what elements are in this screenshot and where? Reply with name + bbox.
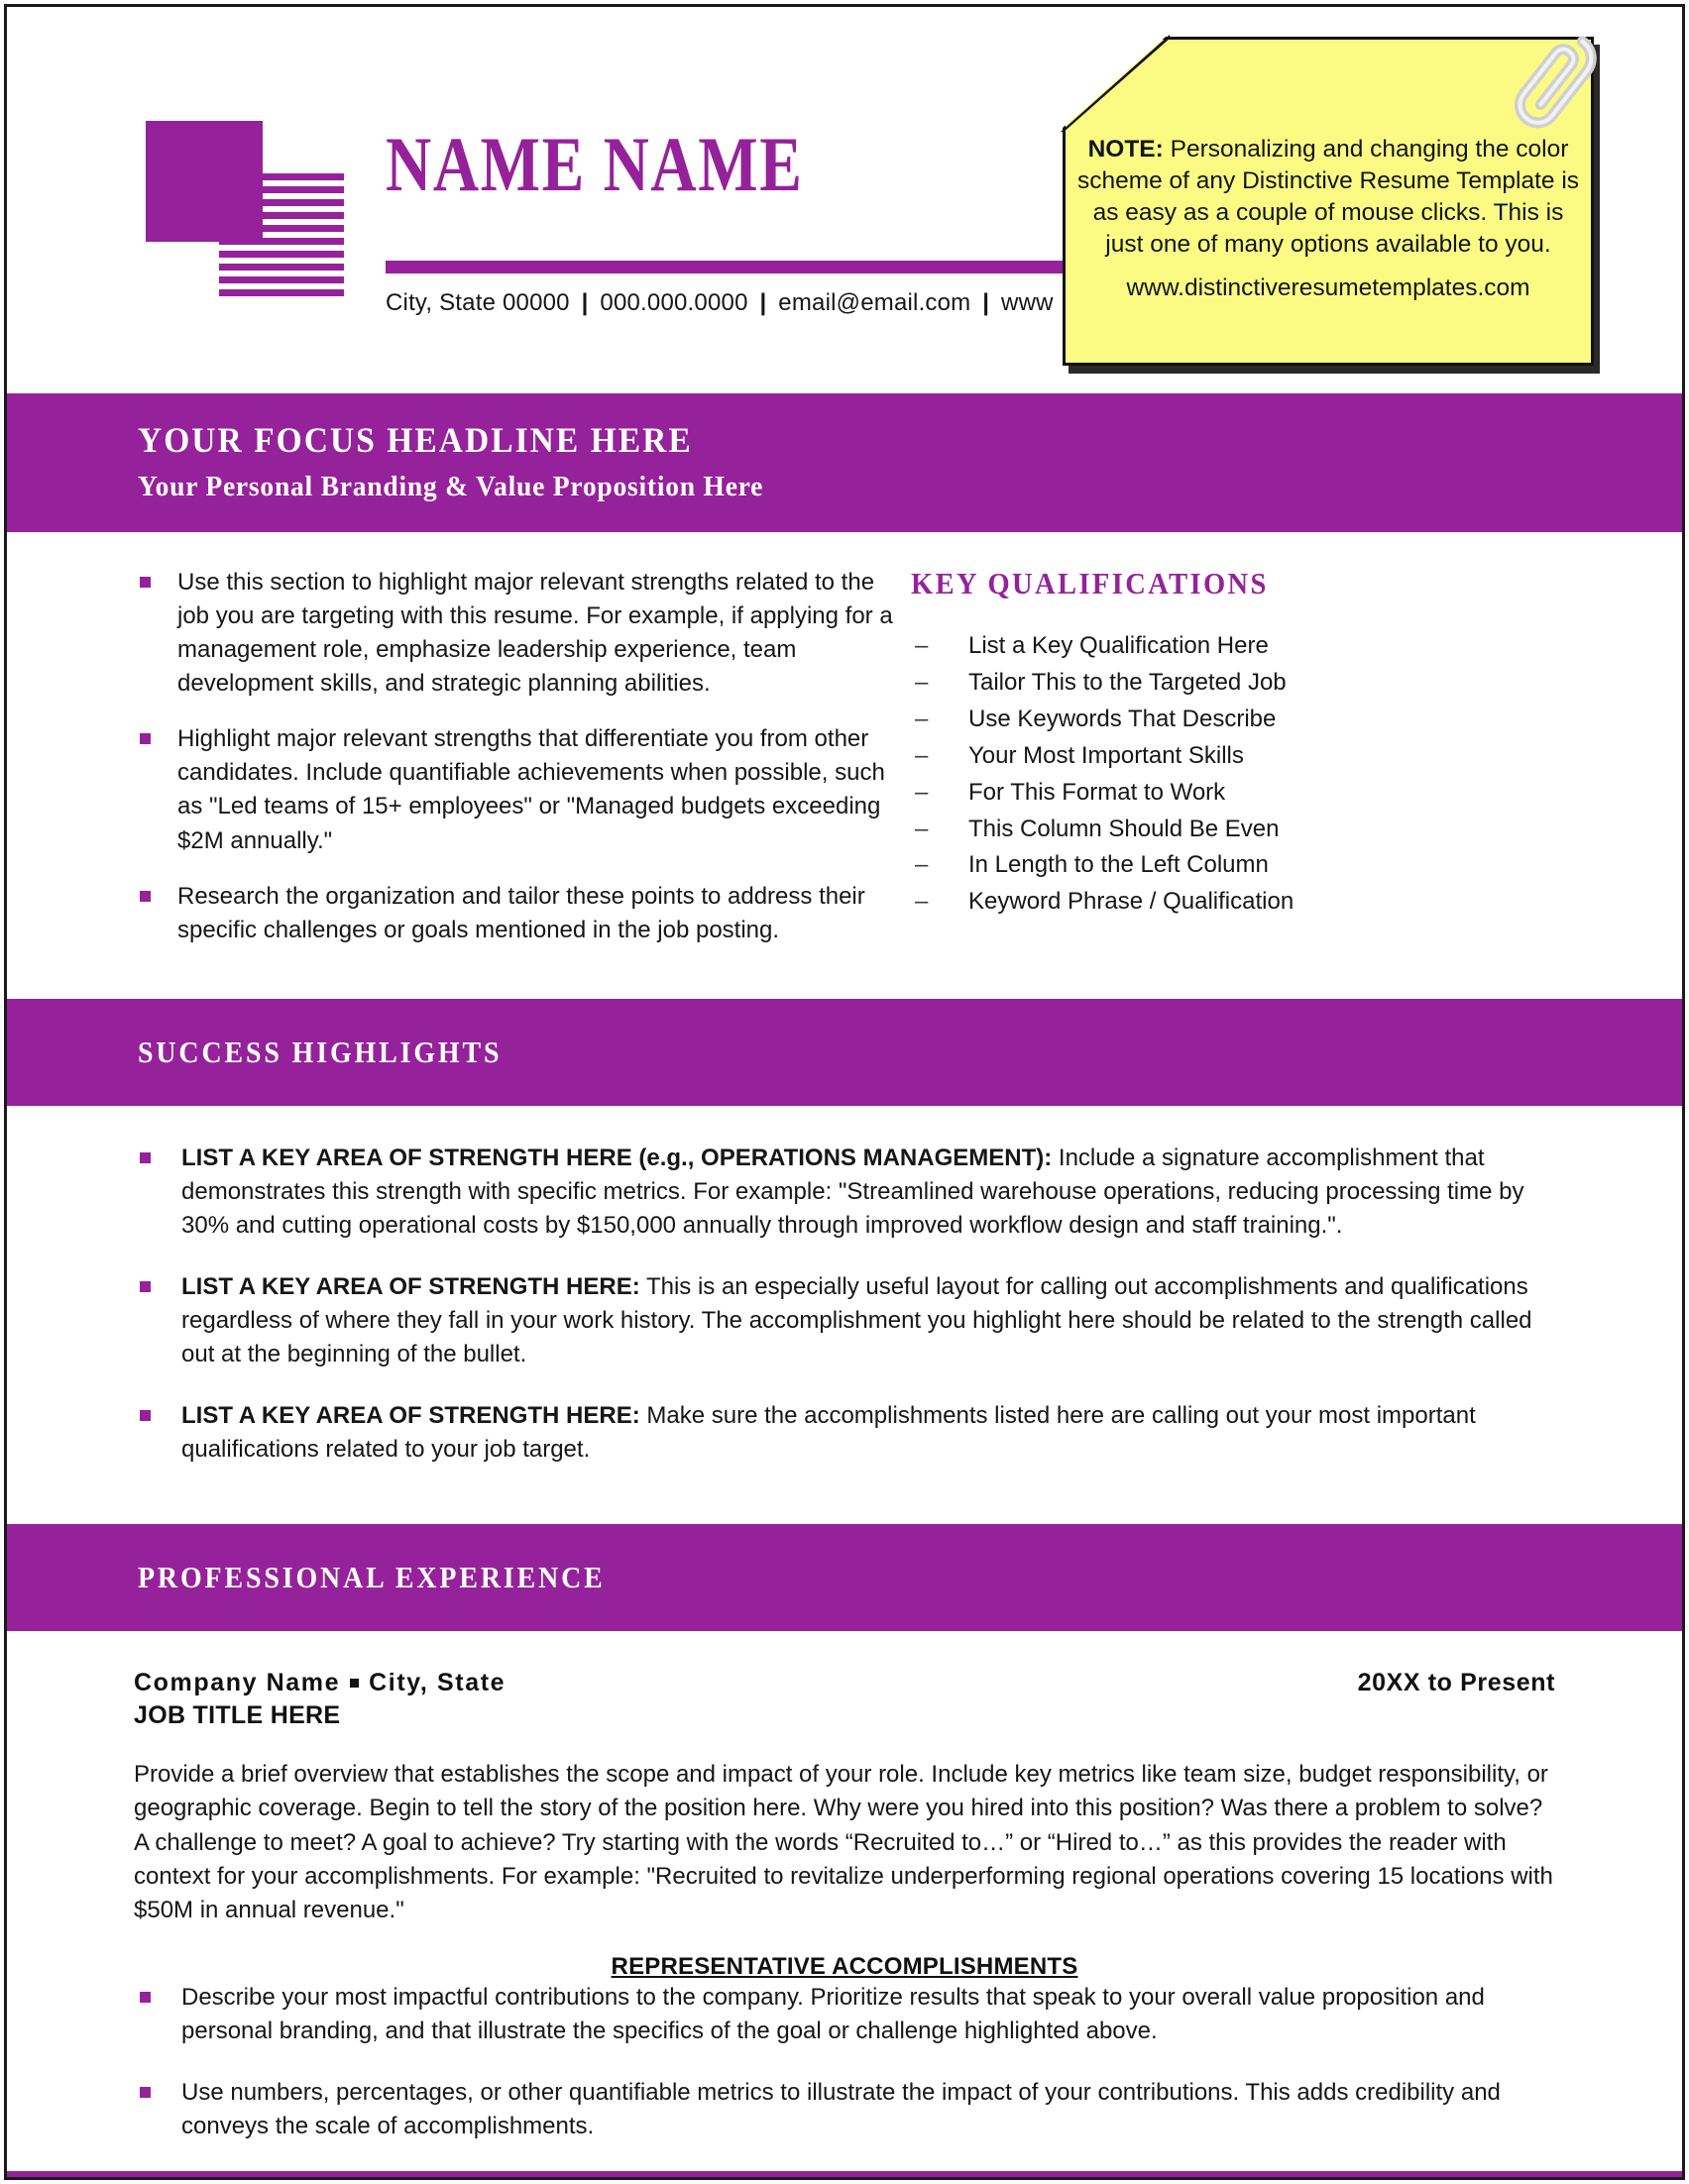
success-highlights-band: [7, 999, 1682, 1106]
company-location: City, State: [369, 1669, 507, 1697]
logo-mark: [146, 121, 354, 309]
strength-lead: LIST A KEY AREA OF STRENGTH HERE:: [181, 1273, 640, 1301]
experience-job-title: JOB TITLE HERE: [134, 1701, 341, 1730]
summary-section: [7, 532, 1682, 999]
contact-website: www: [1001, 289, 1054, 316]
focus-headline: YOUR FOCUS HEADLINE HERE: [138, 420, 693, 460]
list-item: Describe your most impactful contributions to the company. Prioritize results that speak to your overall value proposition and personal branding, and that illustrate the specifics of the goal or challenge highlighted above.: [134, 1981, 1555, 2048]
resume-page: [4, 4, 1685, 2180]
note-text: [1076, 134, 1580, 260]
contact-line: [386, 289, 1054, 317]
contact-separator-1: |: [581, 289, 589, 316]
experience-overview: Provide a brief overview that establishes the scope and impact of your role. Include key metrics like team size, budget responsibility, or geographic coverage. Begin to tell the story of the position here. Why were you hired into this position? Was there a problem to solve? A challenge to meet? A goal to achieve? Try starting with the words “Recruited to…” or “Hired to…” as this provides the reader with context for your accomplishments. For example: "Recruited to revitalize underperforming regional operations covering 15 locations with $50M in annual revenue.": [134, 1761, 1553, 1923]
experience-company-line: [134, 1669, 506, 1697]
paperclip-icon: [1494, 21, 1603, 140]
success-highlights-list: [134, 1142, 1555, 1468]
list-item: [134, 1270, 1555, 1371]
summary-bullets-column: [7, 566, 899, 969]
strength-text: This is an especially useful layout for calling out accomplishments and qualifications regardless of where they fall in your work history. The accomplishment you highlight here should be related to the strength called out at the beginning of the bullet.: [181, 1273, 1532, 1368]
representative-accomplishments-heading: REPRESENTATIVE ACCOMPLISHMENTS: [611, 1952, 1078, 1980]
success-highlights-body: [7, 1106, 1682, 1525]
accomplishments-list: [134, 1981, 1555, 2143]
list-item: – In Length to the Left Column: [911, 852, 1593, 878]
professional-experience-body: [7, 1631, 1682, 2143]
list-item: – List a Key Qualification Here: [911, 633, 1593, 659]
strength-lead: LIST A KEY AREA OF STRENGTH HERE (e.g., OPERATIONS MANAGEMENT):: [181, 1144, 1053, 1171]
key-qualifications-column: [899, 566, 1593, 969]
contact-email: email@email.com: [778, 289, 971, 316]
list-item: [134, 1399, 1555, 1467]
summary-bullet-list: [134, 566, 899, 947]
list-item: Use this section to highlight major relevant strengths related to the job you are targeting with this resume. For example, if applying for a management role, emphasize leadership experience, team development skills, and strategic planning abilities.: [134, 566, 899, 701]
success-highlights-title: SUCCESS HIGHLIGHTS: [138, 1034, 503, 1069]
separator-square-icon: [350, 1679, 359, 1688]
list-item: Highlight major relevant strengths that differentiate you from other candidates. Include quantifiable achievements when possible, such as "Led teams of 15+ employees" or "Managed budgets exceeding $2M annually.": [134, 722, 899, 857]
contact-separator-3: |: [982, 289, 990, 316]
strength-text: Make sure the accomplishments listed here are calling out your most important qualifications related to your job target.: [181, 1402, 1476, 1464]
professional-experience-band: [7, 1524, 1682, 1631]
experience-header-row: [134, 1669, 1555, 1697]
contact-separator-2: |: [759, 289, 767, 316]
key-qualifications-list: [911, 633, 1593, 915]
key-qualifications-title: KEY QUALIFICATIONS: [911, 566, 1269, 601]
list-item: – For This Format to Work: [911, 780, 1593, 806]
strength-text: Include a signature accomplishment that demonstrates this strength with specific metrics. For example: "Streamlined warehouse operations, reducing processing time by 30% and cutting operational costs by $150,000 annually through improved workflow design and staff training.".: [181, 1144, 1524, 1239]
contact-location: City, State 00000: [386, 289, 570, 316]
professional-experience-title: PROFESSIONAL EXPERIENCE: [138, 1560, 606, 1595]
branding-statement: Your Personal Branding & Value Proposition Here: [138, 471, 764, 503]
note-url: www.distinctiveresumetemplates.com: [1126, 274, 1530, 301]
list-item: – Your Most Important Skills: [911, 743, 1593, 769]
list-item: – This Column Should Be Even: [911, 817, 1593, 842]
list-item: Use numbers, percentages, or other quantifiable metrics to illustrate the impact of your contributions. This adds credibility and conveys the scale of accomplishments.: [134, 2076, 1555, 2143]
contact-phone: 000.000.0000: [600, 289, 748, 316]
headline-band: [7, 393, 1682, 532]
strength-lead: LIST A KEY AREA OF STRENGTH HERE:: [181, 1402, 640, 1430]
resume-header: [7, 7, 1682, 393]
company-name: Company Name: [134, 1669, 341, 1697]
page-title: NAME NAME: [386, 121, 804, 207]
footer-rule: [7, 2171, 1682, 2180]
list-item: Research the organization and tailor these points to address their specific challenges or goals mentioned in the job posting.: [134, 880, 899, 947]
note-label: NOTE:: [1087, 136, 1164, 163]
list-item: – Tailor This to the Targeted Job: [911, 670, 1593, 696]
list-item: – Use Keywords That Describe: [911, 707, 1593, 732]
list-item: [134, 1142, 1555, 1243]
logo-stripes-icon: [219, 173, 344, 305]
experience-dates: 20XX to Present: [1357, 1669, 1555, 1697]
list-item: – Keyword Phrase / Qualification: [911, 889, 1593, 915]
note-body-text: Personalizing and changing the color scheme of any Distinctive Resume Template is as easy as a couple of mouse clicks. This is just one of many options available to you.: [1076, 136, 1580, 258]
